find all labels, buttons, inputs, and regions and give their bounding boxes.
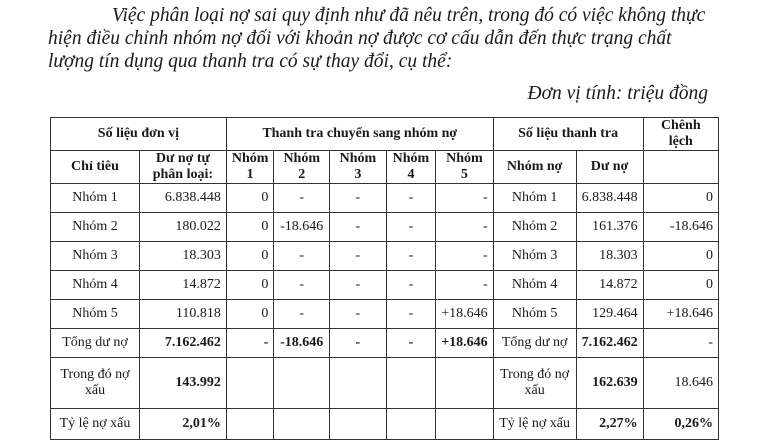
table-cell: Nhóm 1	[51, 184, 140, 213]
table-cell	[436, 409, 493, 440]
table-cell: -	[436, 242, 493, 271]
table-cell: 0	[643, 242, 718, 271]
table-cell: 161.376	[576, 213, 643, 242]
table-cell: 0	[643, 184, 718, 213]
table-cell: 2,01%	[139, 409, 226, 440]
table-cell: -	[330, 213, 387, 242]
group-header-transfer: Thanh tra chuyển sang nhóm nợ	[226, 118, 493, 151]
intro-line-2: hiện điều chỉnh nhóm nợ đối với khoản nợ được cơ cấu dẫn đến thực trạng chất	[48, 28, 672, 49]
table-cell: Nhóm 4	[493, 271, 576, 300]
table-cell: -	[226, 329, 274, 358]
table-body	[51, 184, 719, 440]
table-cell	[386, 358, 436, 409]
table-cell: -	[643, 329, 718, 358]
table-row	[51, 271, 719, 300]
table-cell: Tổng dư nợ	[493, 329, 576, 358]
table-cell: -	[386, 242, 436, 271]
intro-paragraph	[48, 4, 738, 73]
table-cell: 0	[226, 300, 274, 329]
table-cell: 180.022	[139, 213, 226, 242]
table-cell: 110.818	[139, 300, 226, 329]
table-cell: +18.646	[436, 300, 493, 329]
col-header-group-1: Nhóm 1	[226, 151, 274, 184]
table-cell	[436, 358, 493, 409]
table-cell: 18.303	[576, 242, 643, 271]
table-cell: 6.838.448	[576, 184, 643, 213]
table-cell: -	[436, 184, 493, 213]
table-cell: 162.639	[576, 358, 643, 409]
table-cell: Nhóm 3	[493, 242, 576, 271]
table-row	[51, 358, 719, 409]
table-cell: -	[274, 300, 330, 329]
table-cell: 14.872	[139, 271, 226, 300]
column-header-row	[51, 151, 719, 184]
col-header-difference-empty	[643, 151, 718, 184]
table-cell: -	[436, 213, 493, 242]
table-cell	[226, 409, 274, 440]
table-cell: 0,26%	[643, 409, 718, 440]
intro-line-3: lượng tín dụng qua thanh tra có sự thay đổi, cụ thể:	[48, 51, 453, 72]
table-cell: Nhóm 4	[51, 271, 140, 300]
table-cell: -	[386, 300, 436, 329]
table-cell: Tổng dư nợ	[51, 329, 140, 358]
table-row	[51, 213, 719, 242]
table-cell: Nhóm 5	[493, 300, 576, 329]
col-header-outstanding: Dư nợ	[576, 151, 643, 184]
table-cell: 2,27%	[576, 409, 643, 440]
table-cell: Nhóm 5	[51, 300, 140, 329]
table-cell: -18.646	[274, 329, 330, 358]
table-cell: 0	[643, 271, 718, 300]
intro-line-1: Việc phân loại nợ sai quy định như đã nêu trên, trong đó có việc không thực	[112, 5, 706, 26]
col-header-debt-group: Nhóm nợ	[493, 151, 576, 184]
table-cell: -	[330, 242, 387, 271]
table-cell	[274, 409, 330, 440]
group-header-inspection: Số liệu thanh tra	[493, 118, 643, 151]
table-cell: -18.646	[643, 213, 718, 242]
table-cell: 0	[226, 213, 274, 242]
table-cell: Tỷ lệ nợ xấu	[493, 409, 576, 440]
col-header-group-3: Nhóm 3	[330, 151, 387, 184]
table-cell: Nhóm 3	[51, 242, 140, 271]
table-cell: Nhóm 2	[51, 213, 140, 242]
table-cell: 14.872	[576, 271, 643, 300]
col-header-criteria: Chỉ tiêu	[51, 151, 140, 184]
table-cell: 18.303	[139, 242, 226, 271]
col-header-self-classified: Dư nợ tự phân loại:	[139, 151, 226, 184]
table-row	[51, 300, 719, 329]
table-cell: 143.992	[139, 358, 226, 409]
table-cell: -	[274, 184, 330, 213]
table-cell	[330, 409, 387, 440]
table-cell: -	[386, 184, 436, 213]
table-cell	[386, 409, 436, 440]
table-cell: 0	[226, 271, 274, 300]
group-header-row	[51, 118, 719, 151]
table-cell: Trong đó nợ xấu	[51, 358, 140, 409]
table-cell: 6.838.448	[139, 184, 226, 213]
table-cell: 18.646	[643, 358, 718, 409]
debt-classification-table	[50, 117, 719, 440]
table-cell	[330, 358, 387, 409]
table-cell: -18.646	[274, 213, 330, 242]
table-cell	[274, 358, 330, 409]
table-cell: -	[330, 271, 387, 300]
table-cell: 129.464	[576, 300, 643, 329]
table-row	[51, 184, 719, 213]
table-cell: Trong đó nợ xấu	[493, 358, 576, 409]
table-row	[51, 329, 719, 358]
table-cell: -	[274, 242, 330, 271]
table-cell: 7.162.462	[139, 329, 226, 358]
table-cell: 7.162.462	[576, 329, 643, 358]
table-row	[51, 242, 719, 271]
table-cell: 0	[226, 242, 274, 271]
table-cell: -	[386, 213, 436, 242]
table-cell: -	[274, 271, 330, 300]
table-cell: Nhóm 1	[493, 184, 576, 213]
table-cell: 0	[226, 184, 274, 213]
col-header-group-2: Nhóm 2	[274, 151, 330, 184]
table-cell: -	[386, 271, 436, 300]
table-cell: -	[436, 271, 493, 300]
table-row	[51, 409, 719, 440]
table-cell: -	[386, 329, 436, 358]
table-cell: Tỷ lệ nợ xấu	[51, 409, 140, 440]
table-cell: +18.646	[643, 300, 718, 329]
table-cell: +18.646	[436, 329, 493, 358]
col-header-group-5: Nhóm 5	[436, 151, 493, 184]
table-cell: Nhóm 2	[493, 213, 576, 242]
group-header-difference: Chênh lệch	[643, 118, 718, 151]
table-cell: -	[330, 329, 387, 358]
table-cell: -	[330, 300, 387, 329]
table-cell	[226, 358, 274, 409]
table-cell: -	[330, 184, 387, 213]
group-header-unit: Số liệu đơn vị	[51, 118, 227, 151]
unit-note: Đơn vị tính: triệu đồng	[527, 83, 708, 104]
col-header-group-4: Nhóm 4	[386, 151, 436, 184]
